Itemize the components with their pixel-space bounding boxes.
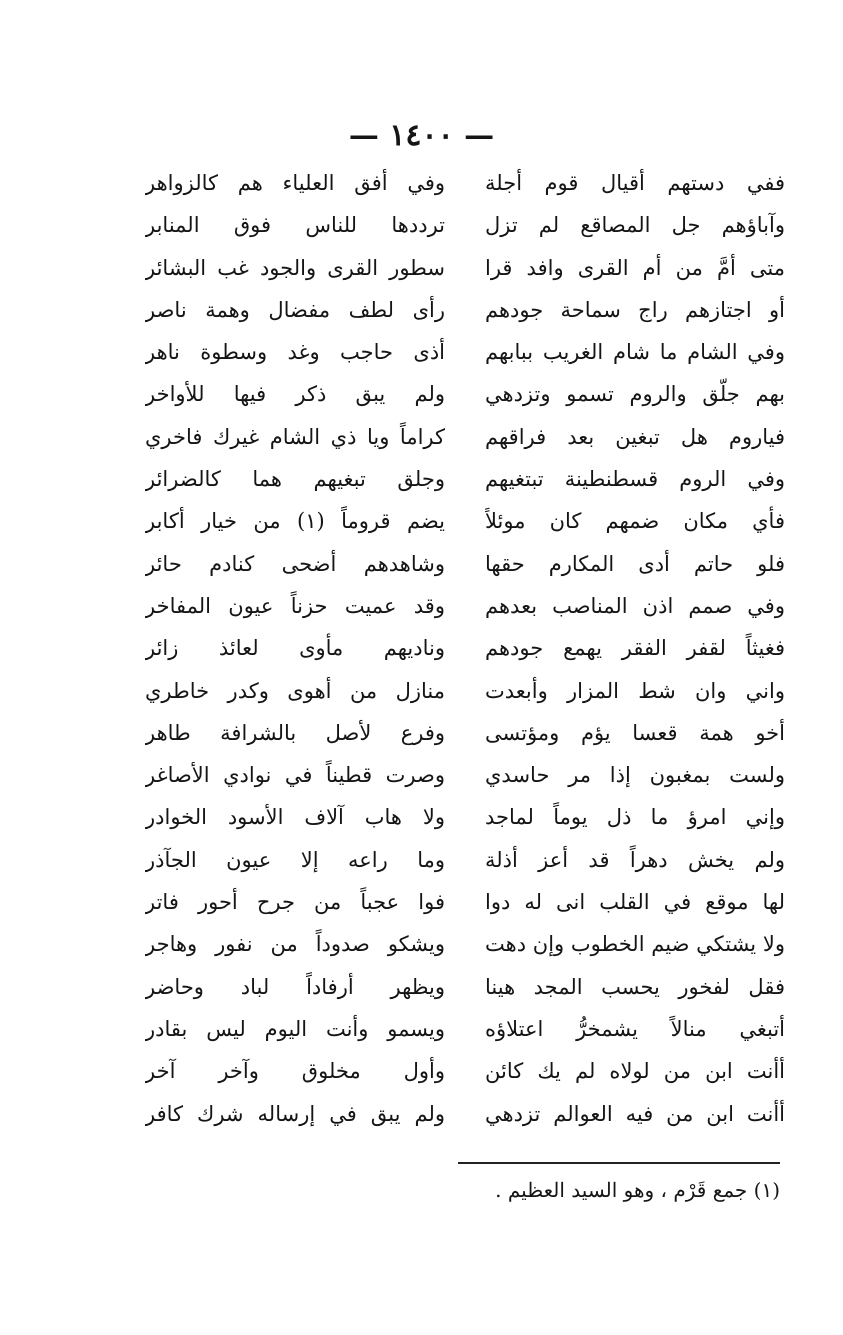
verse-second-hemistich: كراماً ويا ذي الشام غيرك فاخري	[145, 424, 445, 449]
verse-second-hemistich: ويظهر أرفاداً لباد وحاضر	[145, 974, 445, 999]
verse-first-hemistich: وإني امرؤ ما ذل يوماً لماجد	[485, 805, 785, 830]
footnote-divider	[458, 1162, 780, 1164]
verse-first-hemistich: فأي مكان ضمهم كان موئلاً	[485, 509, 785, 534]
verse-first-hemistich: وآباؤهم جل المصاقع لم تزل	[485, 213, 785, 238]
poem-left-column	[145, 162, 445, 1142]
verse-second-hemistich: ولم يبق ذكر فيها للأواخر	[145, 382, 445, 407]
verse-second-hemistich: ولم يبق في إرساله شرك كافر	[145, 1101, 445, 1126]
verse-second-hemistich: ويسمو وأنت اليوم ليس بقادر	[145, 1016, 445, 1041]
verse-first-hemistich: ولم يخش دهراً قد أعز أذلة	[485, 847, 785, 872]
verse-first-hemistich: وفي الروم قسطنطينة تبتغيهم	[485, 467, 785, 492]
verse-first-hemistich: فلو حاتم أدى المكارم حقها	[485, 551, 785, 576]
verse-first-hemistich: أأنت ابن من لولاه لم يك كائن	[485, 1059, 785, 1084]
verse-first-hemistich: أو اجتازهم راج سماحة جودهم	[485, 297, 785, 322]
verse-second-hemistich: وفي أفق العلياء هم كالزواهر	[145, 171, 445, 195]
verse-second-hemistich: وقد عميت حزناً عيون المفاخر	[145, 593, 445, 618]
verse-first-hemistich: أأنت ابن من فيه العوالم تزدهي	[485, 1101, 785, 1126]
verse-first-hemistich: فياروم هل تبغين بعد فراقهم	[485, 424, 785, 449]
verse-second-hemistich: أذى حاجب وغد وسطوة ناهر	[145, 340, 445, 365]
verse-first-hemistich: وفي الشام ما شام الغريب ببابهم	[485, 340, 785, 365]
verse-second-hemistich: وناديهم مأوى لعائذ زائر	[145, 636, 445, 661]
verse-first-hemistich: بهم جلّق والروم تسمو وتزدهي	[485, 382, 785, 407]
footnote: (١) جمع قَرْم ، وهو السيد العظيم .	[495, 1178, 780, 1202]
verse-second-hemistich: منازل من أهوى وكدر خاطري	[145, 678, 445, 703]
verse-second-hemistich: ويشكو صدوداً من نفور وهاجر	[145, 932, 445, 957]
verse-second-hemistich: فوا عجباً من جرح أحور فاتر	[145, 890, 445, 915]
verse-second-hemistich: سطور القرى والجود غب البشائر	[145, 255, 445, 280]
poem-right-column	[485, 162, 785, 1142]
verse-second-hemistich: وصرت قطيناً في نوادي الأصاغر	[145, 763, 445, 788]
verse-first-hemistich: لها موقع في القلب انى له دوا	[485, 890, 785, 915]
verse-first-hemistich: فغيثاً لقفر الفقر يهمع جودهم	[485, 636, 785, 661]
verse-second-hemistich: ترددها للناس فوق المنابر	[145, 213, 445, 238]
poem-body	[145, 162, 785, 1142]
verse-second-hemistich: وما راعه إلا عيون الجآذر	[145, 847, 445, 872]
verse-second-hemistich: وفرع لأصل بالشرافة طاهر	[145, 720, 445, 745]
verse-second-hemistich: وأول مخلوق وآخر آخر	[145, 1059, 445, 1084]
verse-second-hemistich: ولا هاب آلاف الأسود الخوادر	[145, 805, 445, 830]
verse-first-hemistich: أخو همة قعسا يؤم ومؤتسى	[485, 720, 785, 745]
verse-second-hemistich: يضم قروماً (١) من خيار أكابر	[145, 509, 445, 534]
verse-first-hemistich: ولست بمغبون إذا مر حاسدي	[485, 763, 785, 788]
verse-first-hemistich: وفي صمم اذن المناصب بعدهم	[485, 593, 785, 618]
verse-first-hemistich: ففي دستهم أقيال قوم أجلة	[485, 171, 785, 195]
verse-first-hemistich: فقل لفخور يحسب المجد هينا	[485, 974, 785, 999]
verse-first-hemistich: أتبغي منالاً يشمخرُّ اعتلاؤه	[485, 1016, 785, 1041]
verse-second-hemistich: وشاهدهم أضحى كنادم حائر	[145, 551, 445, 576]
verse-first-hemistich: ولا يشتكي ضيم الخطوب وإن دهت	[485, 932, 785, 957]
verse-first-hemistich: واني وان شط المزار وأبعدت	[485, 678, 785, 703]
verse-second-hemistich: وجلق تبغيهم هما كالضرائر	[145, 467, 445, 492]
verse-first-hemistich: متى أمَّ من أم القرى وافد قرا	[485, 255, 785, 280]
verse-second-hemistich: رأى لطف مفضال وهمة ناصر	[145, 297, 445, 322]
page-number: — ١٤٠٠ —	[348, 118, 495, 153]
